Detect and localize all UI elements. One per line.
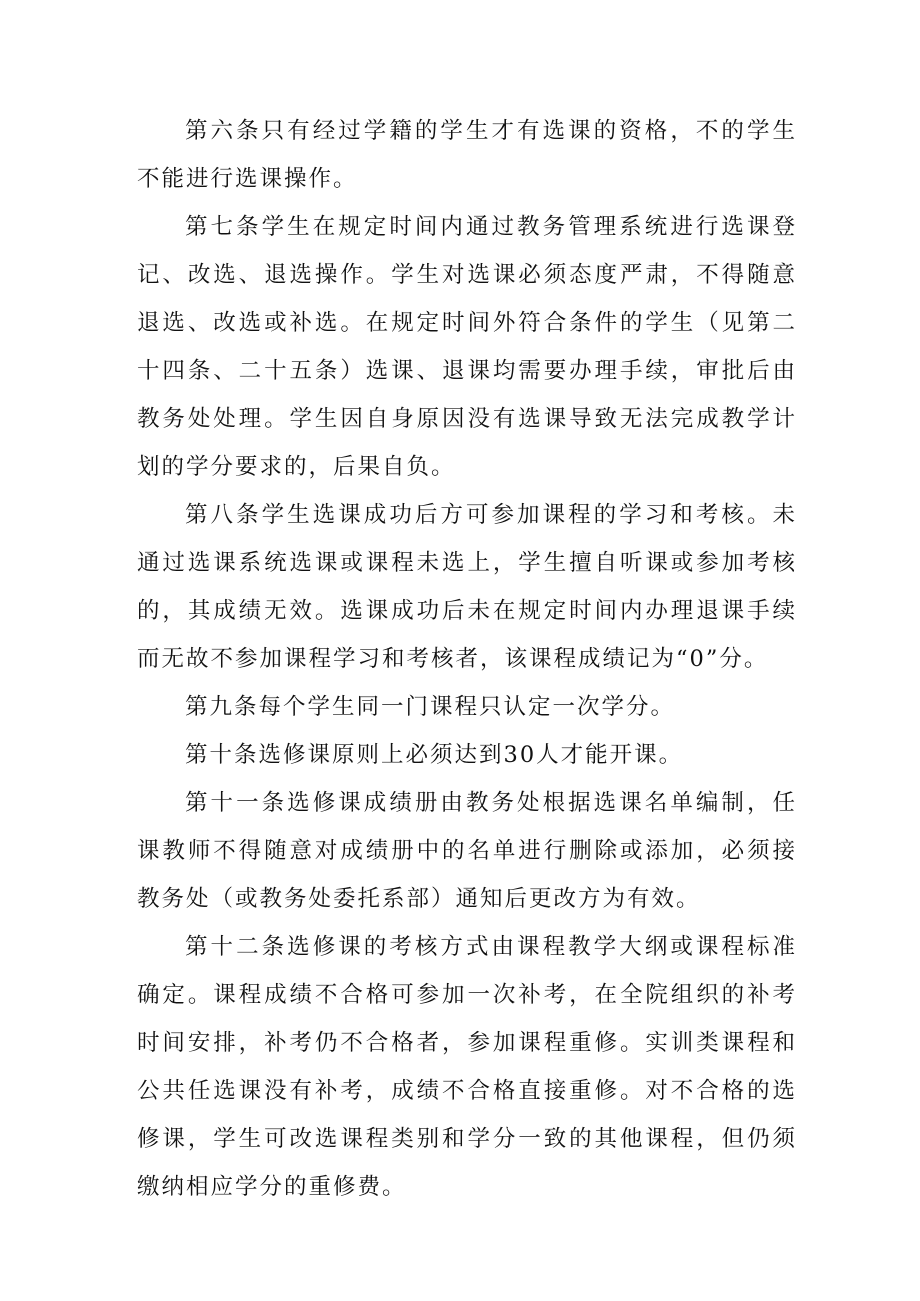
article-7: 第七条学生在规定时间内通过教务管理系统进行选课登记、改选、退选操作。学生对选课必须态度严肃，不得随意退选、改选或补选。在规定时间外符合条件的学生（见第二十四条、二十五条）选课、退课均需要办理手续，审批后由教务处处理。学生因自身原因没有选课导致无法完成教学计划的学分要求的，后果自负。 [137, 214, 797, 480]
article-12: 第十二条选修课的考核方式由课程教学大纲或课程标准确定。课程成绩不合格可参加一次补考，在全院组织的补考时间安排，补考仍不合格者，参加课程重修。实训类课程和公共任选课没有补考，成绩不合格直接重修。对不合格的选修课，学生可改选课程类别和学分一致的其他课程，但仍须缴纳相应学分的重修费。 [137, 934, 797, 1200]
article-8: 第八条学生选课成功后方可参加课程的学习和考核。未通过选课系统选课或课程未选上，学生擅自听课或参加考核的，其成绩无效。选课成功后未在规定时间内办理退课手续而无故不参加课程学习和考核者，该课程成绩记为“0”分。 [137, 502, 797, 672]
article-10: 第十条选修课原则上必须达到30人才能开课。 [185, 742, 684, 768]
article-9: 第九条每个学生同一门课程只认定一次学分。 [185, 694, 676, 720]
article-11: 第十一条选修课成绩册由教务处根据选课名单编制，任课教师不得随意对成绩册中的名单进行删除或添加，必须接教务处（或教务处委托系部）通知后更改方为有效。 [137, 790, 797, 912]
article-6: 第六条只有经过学籍的学生才有选课的资格，不的学生不能进行选课操作。 [137, 118, 797, 192]
